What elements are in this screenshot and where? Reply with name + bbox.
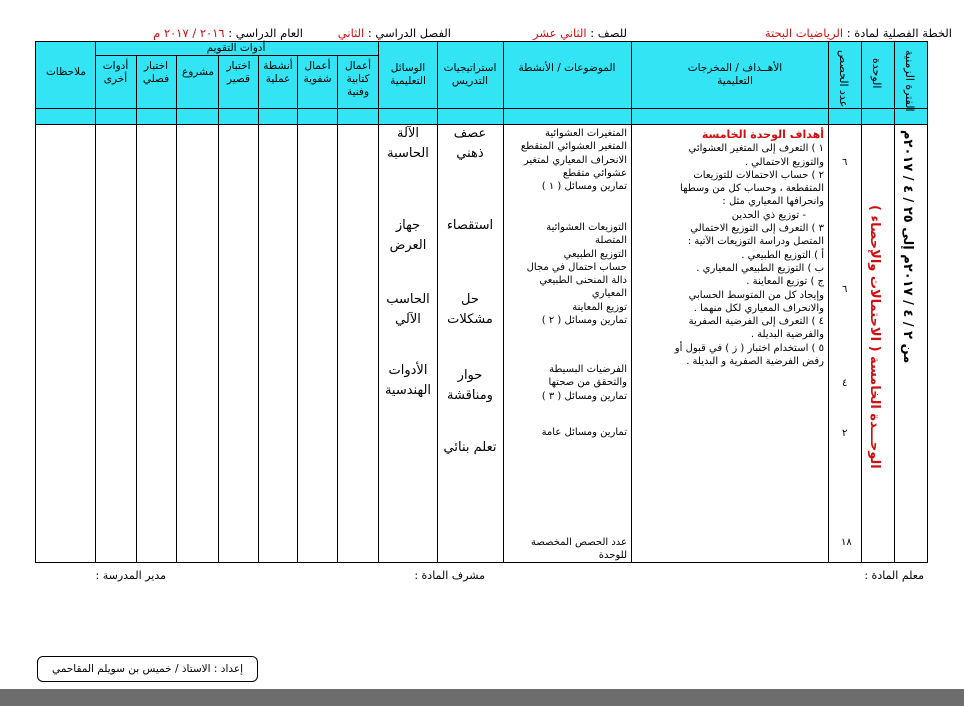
col-assessment-practical: أنشطة عملية (263, 60, 293, 85)
col-strategies-header: استراتيجيات التدريس (443, 62, 497, 87)
topic-line: توزيع المعاينة (572, 301, 627, 313)
objective-line: أ ) التوزيع الطبيعي . (741, 249, 824, 261)
objective-line: - توزيع ذي الحدين (731, 209, 806, 221)
objective-line: ج ) توزيع المعاينة . (746, 276, 824, 288)
objective-line: ٤ ) التعرف إلى الفرضية الصفرية (688, 316, 824, 328)
semester-value: الثاني (337, 26, 365, 40)
plan-prefix: الخطة الفصلية لمادة : (846, 26, 952, 40)
col-assessment-exam: اختبار فصلي (142, 60, 170, 85)
objective-line: ٥ ) استخدام اختبار ( ز ) في قبول أو (674, 342, 824, 354)
col-line (297, 55, 298, 563)
objective-line: ٢ ) حساب الاحتمالات للتوزيعات (693, 169, 824, 181)
assessment-group-separator (95, 55, 378, 56)
topic-line: للوحدة (598, 550, 627, 562)
col-line (503, 41, 504, 563)
topic-line: المتغيرات العشوائية (544, 128, 627, 139)
teaching-aid: الأدوات الهندسية (384, 363, 432, 398)
objective-line: والانحراف المعياري لكل منهما . (693, 302, 824, 314)
objective-line: والتوزيع الاحتمالي . (744, 156, 824, 168)
teaching-aid: جهاز العرض (389, 218, 427, 253)
objective-line: وانحرافها المعياري مثل : (722, 196, 824, 208)
col-line (894, 41, 895, 563)
teaching-aid: الحاسب الآلي (386, 292, 430, 327)
strategy: تعلم بنائي (443, 440, 497, 455)
col-line (437, 41, 438, 563)
teacher-signature: معلم المادة : (864, 569, 924, 582)
col-line (378, 41, 379, 563)
objective-line: وإيجاد كل من المتوسط الحسابي (688, 289, 824, 301)
col-line (258, 55, 259, 563)
lesson-count-total: ١٨ (841, 537, 852, 548)
col-line (218, 55, 219, 563)
grade-prefix: للصف : (590, 26, 627, 40)
col-lessons-header: عدد الحصص (837, 50, 850, 108)
strategy: حل مشكلات (447, 292, 493, 327)
lesson-count: ٦ (842, 157, 848, 168)
col-topics-header: الموضوعات / الأنشطة (518, 62, 616, 74)
col-assessment-oral: أعمال شفوية (303, 60, 332, 85)
plan-title (765, 26, 952, 40)
topic-line: تمارين ومسائل ( ٢ ) (541, 315, 627, 327)
topic-line: دالة المنحنى الطبيعي (539, 275, 627, 287)
topics-group-1 (507, 127, 627, 193)
topic-line: الفرضيات البسيطة (549, 364, 627, 375)
topic-line: المتغير العشوائي المتقطع (520, 141, 627, 153)
year-label (153, 26, 303, 40)
assessment-group-header: أدوات التقويم (206, 42, 266, 54)
objective-line: رفض الفرضية الصفرية و البديلة . (686, 356, 824, 368)
supervisor-signature: مشرف المادة : (414, 569, 485, 582)
table-border-left (35, 41, 36, 563)
col-assessment-written: أعمال كتابية وفنية (344, 60, 372, 98)
col-notes-header: ملاحظات (45, 66, 87, 78)
year-prefix: العام الدراسي : (228, 26, 303, 40)
prepared-by-box: إعداد : الاستاذ / خميس بن سويلم المقاحمي (37, 656, 258, 682)
topic-line: عشوائي متقطع (562, 167, 627, 179)
col-line (631, 41, 632, 563)
topic-line: حساب احتمال في مجال (526, 261, 627, 273)
col-line (176, 55, 177, 563)
topics-group-4 (507, 426, 627, 439)
objective-line: ب ) التوزيع الطبيعي المعياري . (696, 262, 824, 274)
semester-prefix: الفصل الدراسي : (367, 26, 451, 40)
objective-line: والفرضية البديلة . (750, 329, 824, 341)
col-aids-header: الوسائل التعليمية (390, 62, 426, 87)
subject-name: الرياضيات البحتة (764, 26, 844, 40)
objectives-title: أهداف الوحدة الخامسة (701, 128, 824, 141)
strategy: استقصاء (446, 218, 494, 233)
topic-line: التوزيع الطبيعي (563, 248, 627, 260)
principal-signature: مدير المدرسة : (95, 569, 166, 582)
unit-text: الوحـــدة الخامسة ( الاحتمالات والإحصاء ) (867, 205, 882, 469)
strategy: عصف ذهني (453, 126, 487, 161)
teaching-aid: الآلة الحاسبة (387, 126, 429, 161)
topic-line: المعياري (591, 288, 627, 300)
header-row-separator (35, 108, 928, 109)
topic-line: التوزيعات العشوائية (546, 222, 627, 233)
table-border-bottom (35, 562, 928, 563)
period-text: من ٢ / ٤ / ٢٠١٧م إلى ٢٥ / ٤ / ٢٠١٧م (900, 130, 915, 364)
topic-line: تمارين ومسائل ( ٣ ) (541, 390, 627, 402)
col-unit-header: الوحدة (870, 58, 883, 89)
lesson-count: ٦ (842, 284, 848, 295)
lesson-count: ٤ (842, 378, 848, 389)
topics-total (507, 536, 627, 563)
topic-line: المتصلة (595, 235, 627, 247)
col-assessment-project: مشروع (181, 66, 215, 78)
year-value: ٢٠١٦ / ٢٠١٧ م (153, 26, 225, 40)
col-assessment-quiz: اختبار قصير (226, 60, 251, 85)
objective-line: المتصل ودراسة التوزيعات الآتية : (687, 236, 824, 248)
table-border-right (927, 41, 928, 563)
objective-line: المتقطعة ، وحساب كل من وسطها (680, 183, 824, 195)
col-line (861, 41, 862, 563)
semester-label (338, 26, 451, 40)
col-line (136, 55, 137, 563)
col-objectives-header: الأهــداف / المخرجات التعليمية (687, 62, 783, 87)
col-line (828, 41, 829, 563)
col-line (95, 41, 96, 563)
col-period-header: الفترة الزمنية (903, 50, 916, 112)
grade-label (533, 26, 627, 40)
strategy: حوار ومناقشة (447, 368, 493, 403)
col-assessment-other: أدوات أخرى (102, 60, 129, 85)
col-line (337, 55, 338, 563)
lesson-count: ٢ (842, 428, 848, 439)
objective-line: ١ ) التعرف إلى المتغير العشوائي (688, 143, 824, 155)
objectives-cell (640, 128, 824, 368)
topics-group-3 (507, 363, 627, 403)
topic-line: تمارين ومسائل عامة (541, 427, 627, 438)
topic-line: عدد الحصص المخصصة (531, 537, 627, 548)
topic-line: الانحراف المعياري لمتغير (523, 154, 627, 166)
objective-line: ٣ ) التعرف إلى التوزيع الاحتمالي (690, 223, 824, 235)
topics-group-2 (507, 221, 627, 327)
grade-value: الثاني عشر (533, 26, 587, 40)
topic-line: والتحقق من صحتها (548, 377, 627, 389)
topic-line: تمارين ومسائل ( ١ ) (541, 181, 627, 193)
